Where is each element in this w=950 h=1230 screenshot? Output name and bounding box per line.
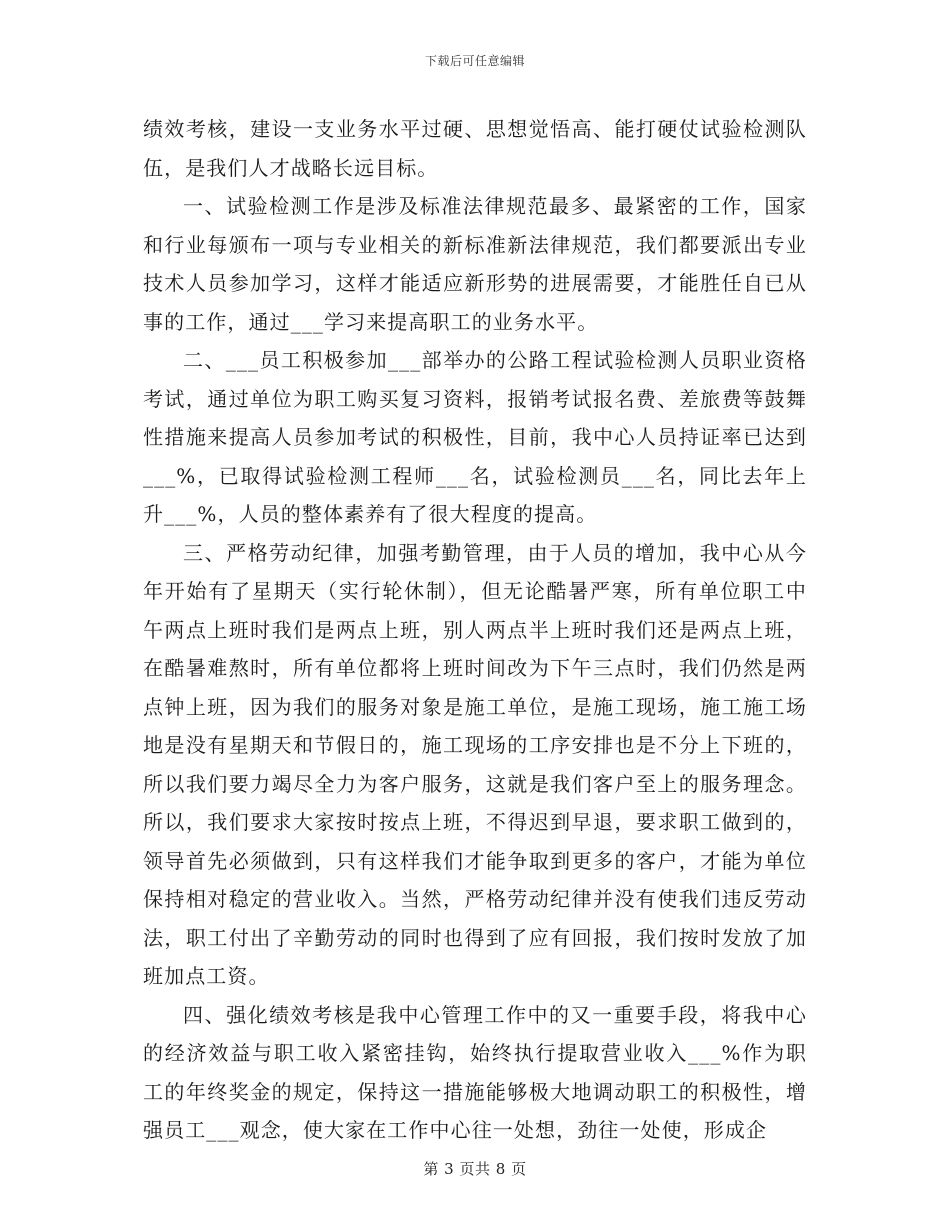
- page-header-note: 下载后可任意编辑: [424, 54, 525, 68]
- paragraph-item-1: 一、试验检测工作是涉及标准法律规范最多、最紧密的工作，国家和行业每颁布一项与专业相关的新标准新法律规范，我们都要派出专业技术人员参加学习，这样才能适应新形势的进展需要，才能胜任自已从事的工作，通过___学习来提高职工的业务水平。: [143, 194, 807, 334]
- page-number-footer: 第 3 页共 8 页: [423, 1160, 527, 1178]
- paragraph-item-4: 四、强化绩效考核是我中心管理工作中的又一重要手段，将我中心的经济效益与职工收入紧密挂钩，始终执行提取营业收入___%作为职工的年终奖金的规定，保持这一措施能够极大地调动职工的积极性，增强员工___观念，使大家在工作中心往一处想，劲往一处使，形成企: [143, 1002, 807, 1142]
- paragraph-intro: 绩效考核，建设一支业务水平过硬、思想觉悟高、能打硬仗试验检测队伍，是我们人才战略长远目标。: [143, 117, 807, 180]
- paragraph-item-3: 三、严格劳动纪律，加强考勤管理，由于人员的增加，我中心从今年开始有了星期天（实行轮休制），但无论酷暑严寒，所有单位职工中午两点上班时我们是两点上班，别人两点半上班时我们还是两点上班，在酷暑难熬时，所有单位都将上班时间改为下午三点时，我们仍然是两点钟上班，因为我们的服务对象是施工单位，是施工现场，施工施工场地是没有星期天和节假日的，施工现场的工序安排也是不分上下班的，所以我们要力竭尽全力为客户服务，这就是我们客户至上的服务理念。所以，我们要求大家按时按点上班，不得迟到早退，要求职工做到的，领导首先必须做到，只有这样我们才能争取到更多的客户，才能为单位保持相对稳定的营业收入。当然，严格劳动纪律并没有使我们违反劳动法，职工付出了辛勤劳动的同时也得到了应有回报，我们按时发放了加班加点工资。: [143, 540, 807, 988]
- document-body: [143, 110, 807, 1150]
- paragraph-item-2: 二、___员工积极参加___部举办的公路工程试验检测人员职业资格考试，通过单位为职工购买复习资料，报销考试报名费、差旅费等鼓舞性措施来提高人员参加考试的积极性，目前，我中心人员持证率已达到___%，已取得试验检测工程师___名，试验检测员___名，同比去年上升___%，人员的整体素养有了很大程度的提高。: [143, 348, 807, 526]
